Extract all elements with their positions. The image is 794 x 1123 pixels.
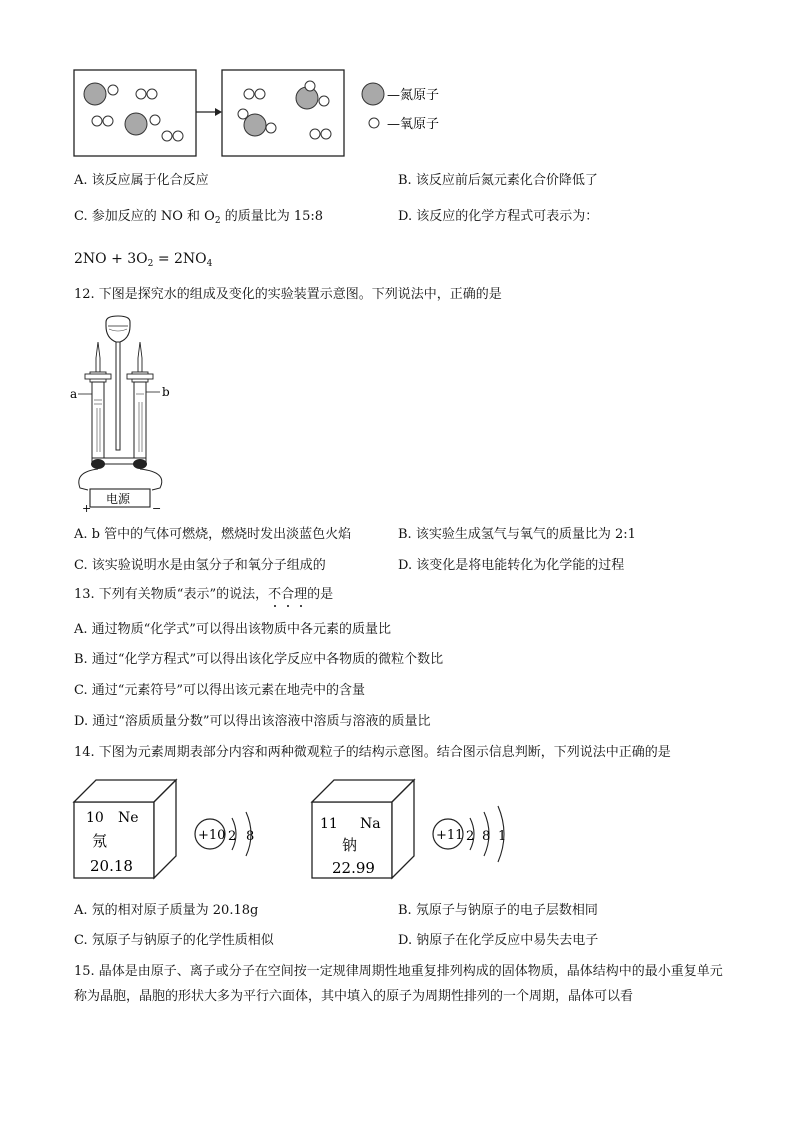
q12-option-c: C. 该实验说明水是由氢分子和氧分子组成的 (74, 558, 326, 573)
sodium-symbol: Na (360, 816, 381, 832)
products-box (222, 70, 344, 156)
neon-mass: 20.18 (90, 857, 133, 875)
neon-element-card (74, 780, 176, 878)
sodium-number: 11 (320, 816, 338, 832)
sodium-shell-1: 2 (466, 829, 475, 844)
q11-option-c (74, 208, 323, 230)
q11-option-c-text: C. 参加反应的 NO 和 O (74, 209, 215, 224)
neon-shell-2: 8 (246, 829, 255, 844)
connector-tube (91, 458, 147, 469)
plus-sign: + (82, 502, 92, 515)
equation-part-2: = 2NO (153, 251, 207, 267)
q14-option-b: B. 氖原子与钠原子的电子层数相同 (398, 903, 598, 918)
q14-stem: 14. 下图为元素周期表部分内容和两种微观粒子的结构示意图。结合图示信息判断，下列说法中正确的是 (74, 745, 671, 760)
q15-paragraph: 15. 晶体是由原子、离子或分子在空间按一定规律周期性地重复排列构成的固体物质，晶体结构中的最小重复单元称为晶胞，晶胞的形状大多为平行六面体，其中填入的原子为周期性排列的一个周期，晶体可以看 (74, 964, 723, 1004)
sodium-atom-structure (433, 806, 506, 862)
q11-option-d: D. 该反应的化学方程式可表示为： (398, 209, 599, 224)
legend-nitrogen: —氮原子 (387, 88, 440, 103)
emphasis-char: 理 (294, 587, 308, 602)
power-supply (82, 489, 161, 515)
q13-stem-text: 13. 下列有关物质“表示”的说法， (74, 587, 269, 602)
neon-atom-structure (195, 812, 254, 856)
equation-sub-2: 4 (206, 259, 213, 269)
q13-stem (74, 586, 333, 604)
q12-stem: 12. 下图是探究水的组成及变化的实验装置示意图。下列说法中，正确的是 (74, 287, 502, 302)
funnel (106, 316, 130, 450)
label-b: b (162, 385, 170, 399)
emphasis-char: 合 (281, 587, 295, 602)
reaction-arrow (196, 108, 222, 116)
sodium-shell-3: 1 (498, 829, 507, 844)
reactants-box (74, 70, 196, 156)
q12-option-a: A. b 管中的气体可燃烧，燃烧时发出淡蓝色火焰 (74, 527, 352, 542)
neon-shell-1: 2 (228, 829, 237, 844)
neon-number: 10 (86, 810, 104, 826)
equation-sub-1: 2 (147, 259, 154, 269)
neon-symbol: Ne (118, 810, 139, 826)
neon-name: 氖 (92, 832, 108, 850)
power-label: 电源 (106, 492, 131, 506)
q11-option-c-tail: 的质量比为 15:8 (220, 209, 324, 224)
legend (362, 83, 439, 132)
equation-part-1: 2NO + 3O (74, 251, 148, 267)
sodium-name: 钠 (342, 836, 358, 854)
emphasis-char: 不 (268, 587, 282, 602)
neon-nucleus: +10 (198, 828, 226, 843)
periodic-table-figure (70, 776, 530, 886)
minus-sign: − (152, 502, 162, 515)
q11-option-b: B. 该反应前后氮元素化合价降低了 (398, 173, 598, 188)
q13-option-a: A. 通过物质“化学式”可以得出该物质中各元素的质量比 (74, 622, 391, 637)
label-a: a (70, 387, 78, 401)
legend-oxygen: —氧原子 (387, 117, 440, 132)
tube-b (127, 342, 153, 458)
sodium-mass: 22.99 (332, 859, 375, 877)
sodium-nucleus: +11 (436, 828, 464, 843)
q11-option-a: A. 该反应属于化合反应 (74, 173, 209, 188)
q12-option-d: D. 该变化是将电能转化为化学能的过程 (398, 558, 625, 573)
sodium-shell-2: 8 (482, 829, 491, 844)
q11-option-c-subscript: 2 (214, 216, 221, 226)
electrolysis-apparatus (68, 312, 186, 516)
tube-a (85, 342, 111, 458)
sodium-element-card (312, 780, 414, 878)
q14-option-c: C. 氖原子与钠原子的化学性质相似 (74, 933, 274, 948)
reaction-diagram (70, 66, 470, 162)
q11-equation (74, 250, 212, 273)
q13-option-d: D. 通过“溶质质量分数”可以得出该溶液中溶质与溶液的质量比 (74, 714, 431, 729)
q13-option-c: C. 通过“元素符号”可以得出该元素在地壳中的含量 (74, 683, 366, 698)
q14-option-d: D. 钠原子在化学反应中易失去电子 (398, 933, 599, 948)
q13-option-b: B. 通过“化学方程式”可以得出该化学反应中各物质的微粒个数比 (74, 652, 444, 667)
q14-option-a: A. 氖的相对原子质量为 20.18g (74, 903, 259, 918)
q12-option-b: B. 该实验生成氢气与氧气的质量比为 2:1 (398, 527, 636, 542)
q13-stem-tail: 的是 (307, 587, 334, 602)
